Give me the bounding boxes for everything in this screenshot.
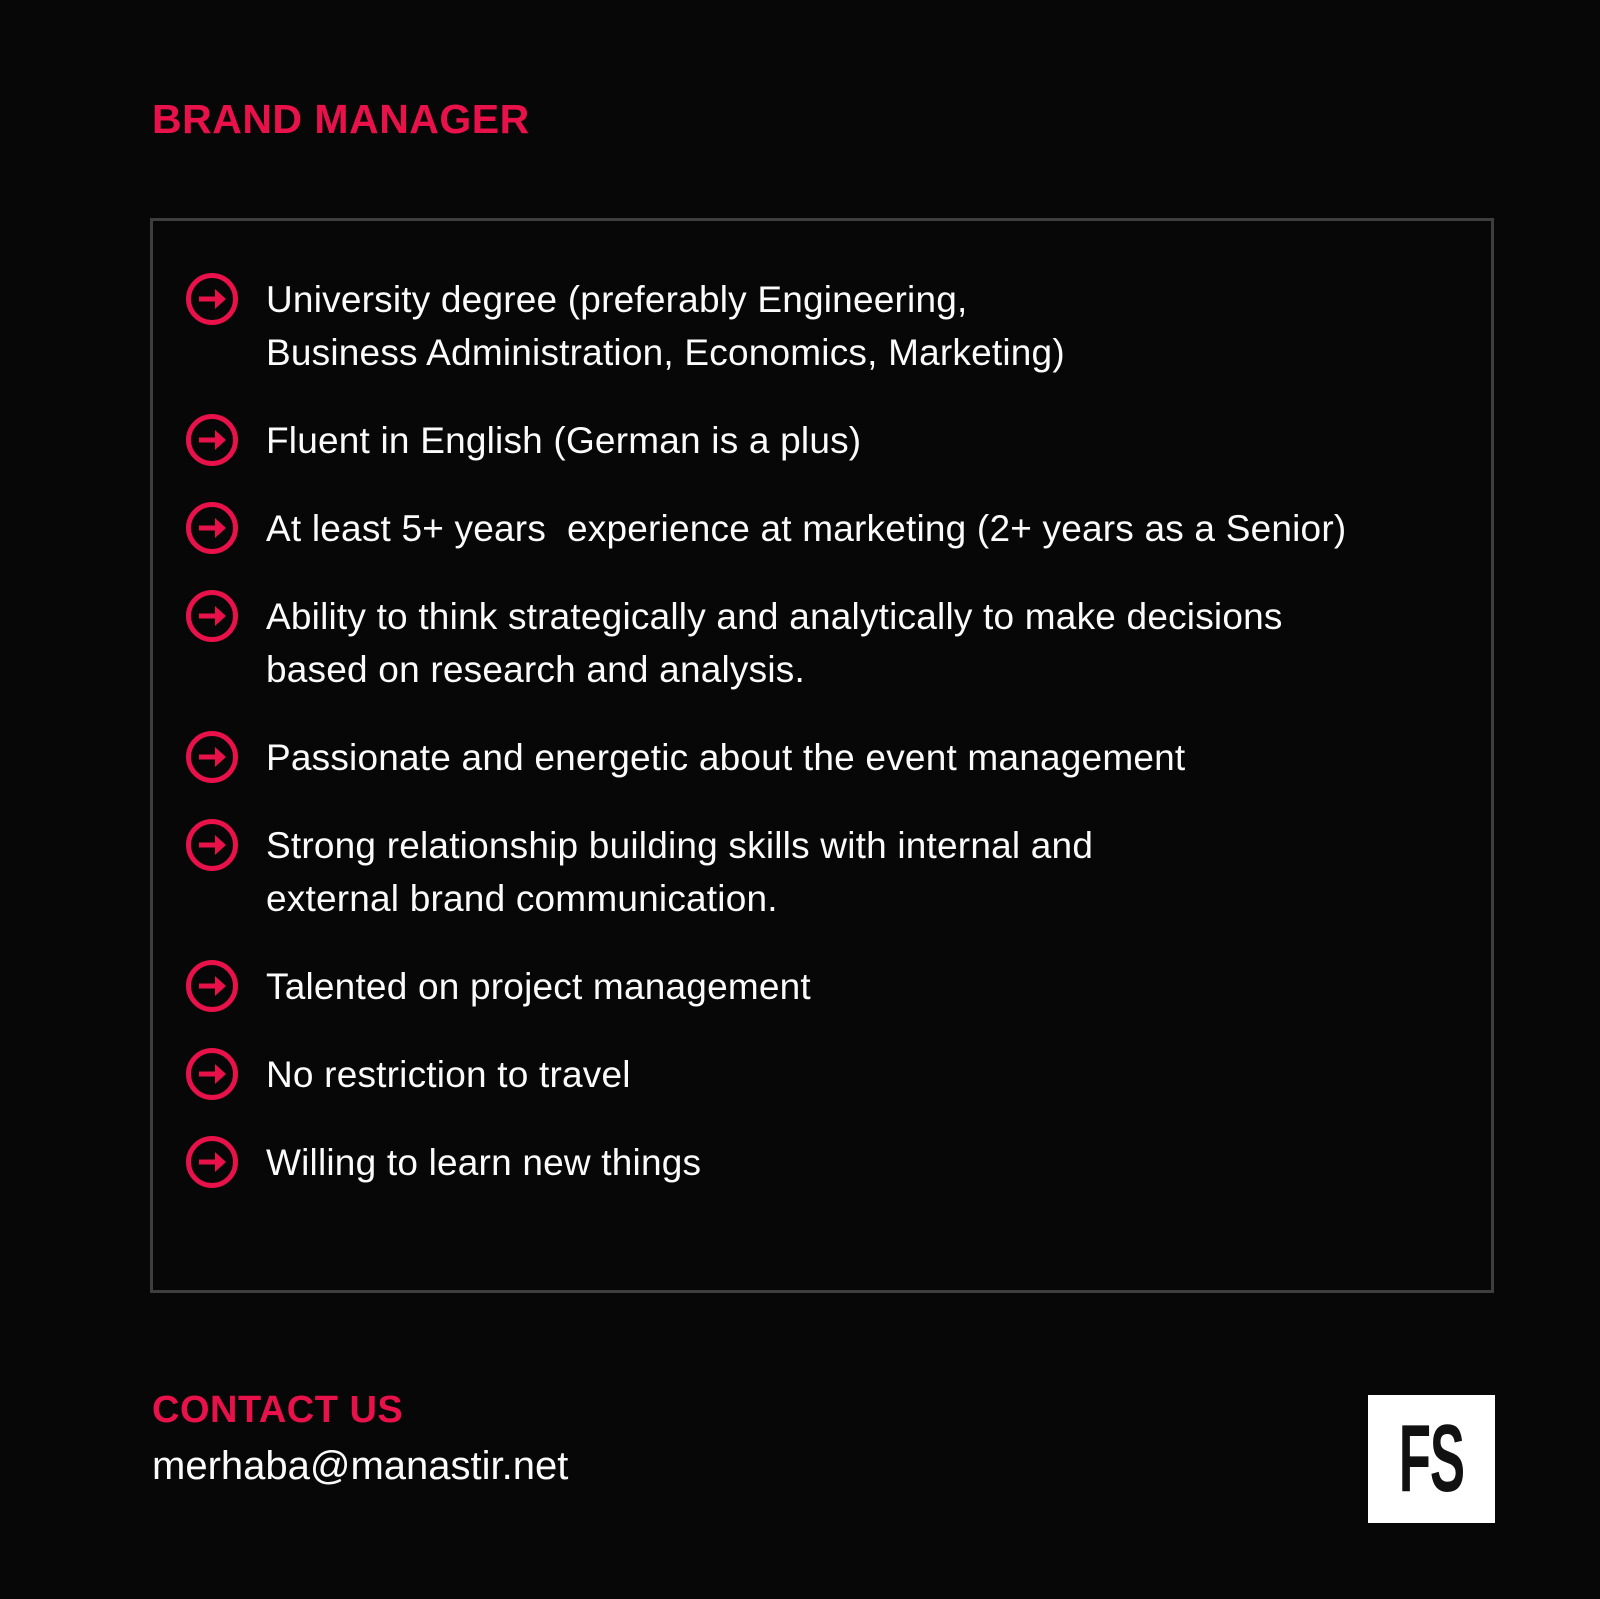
page-title: BRAND MANAGER [152, 96, 530, 142]
requirement-text [266, 819, 1093, 925]
requirement-item [186, 1048, 1455, 1101]
arrow-right-circle-icon [186, 590, 238, 642]
requirement-item [186, 414, 1455, 467]
fs-logo-text: FS [1398, 1405, 1465, 1512]
requirement-line: University degree (preferably Engineering, [266, 279, 968, 320]
requirement-text [266, 960, 811, 1013]
requirement-text [266, 502, 1346, 555]
arrow-right-circle-icon [186, 1048, 238, 1100]
requirement-line: No restriction to travel [266, 1054, 631, 1095]
contact-section [152, 1388, 568, 1489]
requirements-box [150, 218, 1494, 1293]
requirement-item [186, 590, 1455, 696]
arrow-right-circle-icon [186, 502, 238, 554]
arrow-right-circle-icon [186, 414, 238, 466]
requirement-line: Ability to think strategically and analytically to make decisions [266, 596, 1283, 637]
requirement-line: Fluent in English (German is a plus) [266, 420, 862, 461]
requirement-line: Passionate and energetic about the event management [266, 737, 1186, 778]
contact-heading: CONTACT US [152, 1389, 404, 1431]
requirement-text [266, 1136, 701, 1189]
requirement-item [186, 1136, 1455, 1189]
requirement-item [186, 819, 1455, 925]
requirement-text [266, 414, 861, 467]
requirement-item [186, 960, 1455, 1013]
arrow-right-circle-icon [186, 1136, 238, 1188]
requirement-line: Business Administration, Economics, Marketing) [266, 332, 1065, 373]
arrow-right-circle-icon [186, 273, 238, 325]
contact-email[interactable]: merhaba@manastir.net [152, 1444, 569, 1488]
fs-logo [1368, 1395, 1495, 1523]
requirement-line: based on research and analysis. [266, 649, 805, 690]
requirement-item [186, 731, 1455, 784]
requirement-item [186, 502, 1455, 555]
arrow-right-circle-icon [186, 731, 238, 783]
requirement-item [186, 273, 1455, 379]
requirement-text [266, 731, 1185, 784]
arrow-right-circle-icon [186, 960, 238, 1012]
requirement-line: Strong relationship building skills with internal and [266, 825, 1094, 866]
requirement-line: Talented on project management [266, 966, 811, 1007]
requirement-line: At least 5+ years experience at marketing (2+ years as a Senior) [266, 508, 1347, 549]
requirement-text [266, 1048, 631, 1101]
arrow-right-circle-icon [186, 819, 238, 871]
requirement-text [266, 273, 1065, 379]
requirement-line: Willing to learn new things [266, 1142, 702, 1183]
requirement-text [266, 590, 1283, 696]
requirement-line: external brand communication. [266, 878, 778, 919]
